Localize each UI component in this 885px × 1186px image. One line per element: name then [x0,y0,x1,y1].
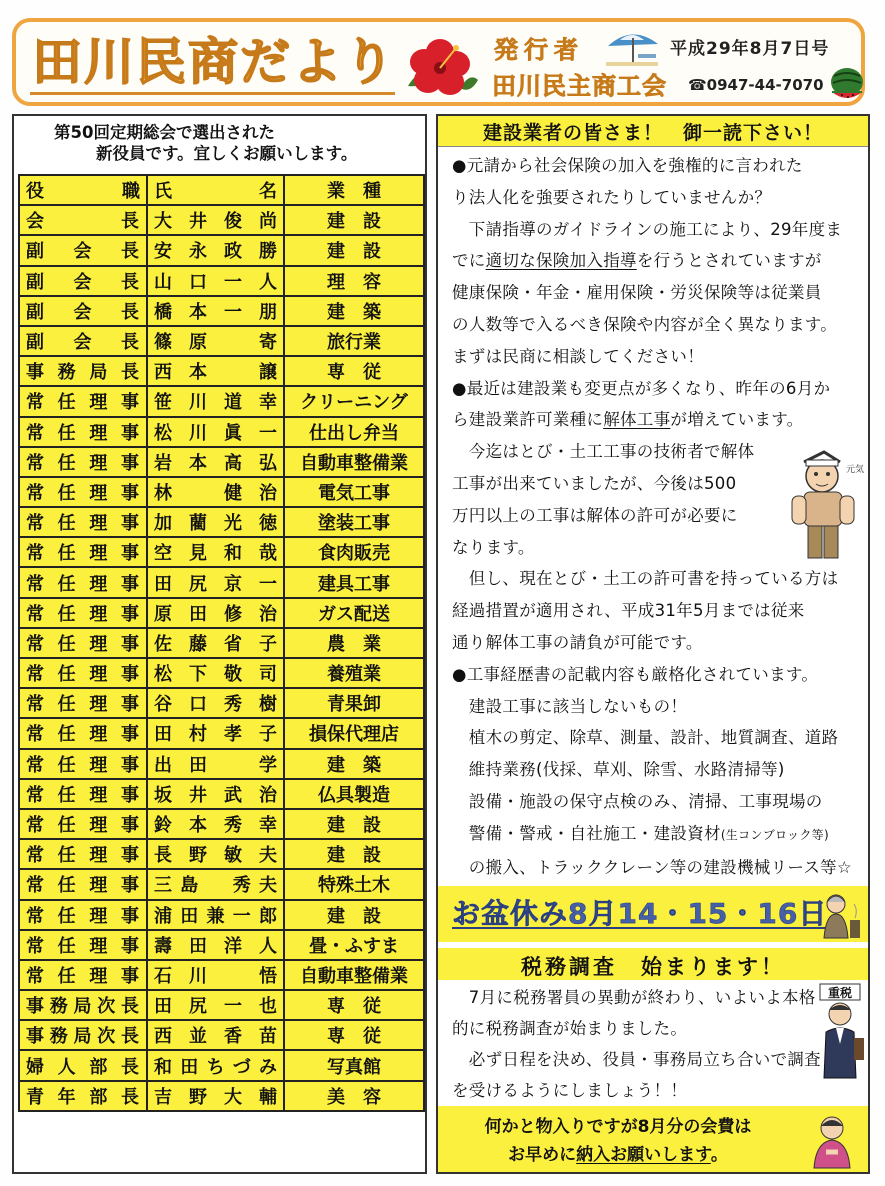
officer-trade: 理 容 [284,266,424,296]
officer-row [19,990,424,1020]
officer-role: 常任理事 [19,960,147,990]
officer-role: 常任理事 [19,447,147,477]
officer-row [19,326,424,356]
officer-role: 常任理事 [19,386,147,416]
officer-trade: 電気工事 [284,477,424,507]
article-line: 維持業務(伐採、草刈、除雪、水路清掃等) [452,760,785,780]
officer-row [19,658,424,688]
article-line: 健康保険・年金・雇用保険・労災保険等は従業員 [452,283,822,303]
officer-row [19,356,424,386]
masthead-banner [12,18,865,106]
officer-row [19,417,424,447]
officer-name: 田村孝子 [147,718,284,748]
tax-audit-heading-bar [438,948,868,980]
officer-trade: 養殖業 [284,658,424,688]
underlined-text: 納入お願いします [576,1145,711,1165]
officer-role: 副会長 [19,235,147,265]
publisher-label: 発行者 [494,36,584,64]
officer-trade: 専 従 [284,1020,424,1050]
officer-row [19,869,424,899]
article-line: 下請指導のガイドラインの施工により、29年度ま [452,219,843,239]
officer-name: 篠原 寄 [147,326,284,356]
officer-trade: 建 設 [284,809,424,839]
underlined-text: 適切な保険加入指導 [485,251,637,271]
officer-row [19,809,424,839]
column-header-name: 氏 名 [147,175,284,205]
officer-role: 常任理事 [19,839,147,869]
officer-row [19,1020,424,1050]
officer-row [19,1050,424,1080]
article-line: 的に税務調査が始まりました。 [452,1019,688,1038]
officer-name: 加藺光徳 [147,507,284,537]
officer-name: 原田修治 [147,598,284,628]
officer-row [19,749,424,779]
officer-trade: 自動車整備業 [284,447,424,477]
officer-name: 和田ちづみ [147,1050,284,1080]
officer-trade: 特殊土木 [284,869,424,899]
officer-trade: 建 築 [284,296,424,326]
newsletter-title: 田川民商だより [32,33,396,91]
officer-name: 空見和哉 [147,537,284,567]
text-run: ら建設業許可業種に [452,410,604,430]
officer-role: 常任理事 [19,900,147,930]
officer-name: 橋本一朋 [147,296,284,326]
officer-trade: 美 容 [284,1081,424,1111]
officer-role: 常任理事 [19,477,147,507]
officer-role: 常任理事 [19,598,147,628]
officer-row [19,537,424,567]
officer-role: 常任理事 [19,567,147,597]
column-header-trade: 業 種 [284,175,424,205]
officer-name: 出田 学 [147,749,284,779]
tax-officer-illustration [814,982,866,1082]
membership-fee-notice [438,1106,868,1172]
officer-name: 大井俊尚 [147,205,284,235]
article-line: 設備・施設の保守点検のみ、清掃、工事現場の [452,791,823,811]
article-line: 万円以上の工事は解体の許可が必要に [452,505,738,525]
article-line: の搬入、トラッククレーン等の建設機械リース等☆ [452,857,853,877]
notices-panel [436,114,870,1174]
officer-trade: 農 業 [284,628,424,658]
elderly-person-icon [814,890,864,940]
article-line: ●元請から社会保険の加入を強権的に言われた [452,156,803,175]
article-line: を受けるようにしましょう！！ [452,1081,688,1100]
column-header-role: 役 職 [19,175,147,205]
officer-row [19,266,424,296]
watermelon-icon [828,66,866,102]
officer-row [19,477,424,507]
underlined-text: 解体工事 [603,410,671,430]
officer-trade: 建 設 [284,205,424,235]
article-line: 今迄はとび・土工工事の技術者で解体 [452,442,755,462]
article-line: ●工事経歴書の記載内容も厳格化されています。 [452,664,819,684]
officer-row [19,900,424,930]
officer-trade: 食肉販売 [284,537,424,567]
article-line [452,404,852,436]
officer-name: 松川眞一 [147,417,284,447]
officer-role: 常任理事 [19,930,147,960]
officer-role: 事務局次長 [19,990,147,1020]
officer-trade: ガス配送 [284,598,424,628]
fee-line-2 [438,1140,798,1165]
tax-audit-heading: 税務調査 始まります！ [521,955,785,979]
officer-trade: 自動車整備業 [284,960,424,990]
officer-row [19,235,424,265]
officer-role: 常任理事 [19,718,147,748]
small-note: (生コンブロック等) [720,827,829,842]
officer-trade: 仏具製造 [284,779,424,809]
article-line [452,818,852,852]
article-line: 建設工事に該当しないもの！ [452,696,688,716]
officer-trade: 青果卸 [284,688,424,718]
officer-name: 浦田兼一郎 [147,900,284,930]
officer-row [19,447,424,477]
officer-row [19,688,424,718]
officer-name: 田尻一也 [147,990,284,1020]
officer-row [19,839,424,869]
obon-holiday-banner [438,886,868,942]
construction-heading: 建設業者の皆さま！ 御一読下さい！ [482,122,823,144]
text-run: を行うとされていますが [636,251,822,271]
phone-number: ☎0947-44-7070 [688,76,824,94]
construction-worker-illustration [784,442,865,562]
officer-row [19,567,424,597]
officer-trade: 損保代理店 [284,718,424,748]
article-line: 植木の剪定、除草、測量、設計、地質調査、道路 [452,728,839,748]
officer-row [19,296,424,326]
officer-role: 常任理事 [19,417,147,447]
officer-trade: 専 従 [284,356,424,386]
officer-role: 常任理事 [19,869,147,899]
officer-role: 事務局長 [19,356,147,386]
article-line: 7月に税務署員の異動が終わり、いよいよ本格 [452,988,816,1007]
publisher-organization: 田川民主商工会 [492,72,667,100]
construction-heading-bar [438,116,868,147]
officer-name: 西本 譲 [147,356,284,386]
officer-trade: 建具工事 [284,567,424,597]
text-run: が増えています。 [670,410,804,430]
officer-name: 田尻京一 [147,567,284,597]
issue-date: 平成29年8月7日号 [670,39,830,59]
article-line [452,245,852,277]
officer-role: 会 長 [19,205,147,235]
fee-line-1: 何かと物入りですが8月分の会費は [484,1117,752,1137]
officer-trade: 専 従 [284,990,424,1020]
officer-role: 事務局次長 [19,1020,147,1050]
officer-name: 山口一人 [147,266,284,296]
officer-role: 常任理事 [19,507,147,537]
intro-line-1: 第50回定期総会で選出された [54,123,275,142]
officer-role: 常任理事 [19,809,147,839]
officer-name: 三島 秀夫 [147,869,284,899]
officer-role: 常任理事 [19,537,147,567]
tax-audit-article [452,982,821,1106]
article-line: 通り解体工事の請負が可能です。 [452,632,703,652]
table-header-row [19,175,424,205]
svg-text:元気: 元気 [846,465,865,475]
officer-row [19,779,424,809]
article-line: 工事が出来ていましたが、今後は500 [452,473,737,493]
officer-name: 笹川道幸 [147,386,284,416]
officer-row [19,930,424,960]
officer-name: 安永政勝 [147,235,284,265]
officer-role: 常任理事 [19,688,147,718]
article-line: 経過措置が適用され、平成31年5月までは従来 [452,601,805,621]
article-line: 但し、現在とび・土工の許可書を持っている方は [452,569,839,589]
officer-row [19,1081,424,1111]
officer-row [19,960,424,990]
title-underline [30,92,395,95]
officers-table [18,174,425,1112]
officer-role: 副会長 [19,326,147,356]
officer-name: 林 健治 [147,477,284,507]
officer-role: 副会長 [19,266,147,296]
officer-name: 吉野大輔 [147,1081,284,1111]
officer-trade: 仕出し弁当 [284,417,424,447]
officers-intro [54,122,424,164]
text-run: でに [452,251,486,271]
officer-name: 谷口秀樹 [147,688,284,718]
officer-trade: 建 設 [284,900,424,930]
officer-role: 常任理事 [19,658,147,688]
article-line: 必ず日程を決め、役員・事務局立ち合いで調査 [452,1050,821,1069]
officer-row [19,628,424,658]
officer-role: 婦人部長 [19,1050,147,1080]
bowing-person-icon [802,1112,864,1170]
officer-row [19,386,424,416]
officer-role: 常任理事 [19,628,147,658]
beach-umbrella-icon [602,28,662,68]
officer-row [19,507,424,537]
officer-name: 松下敬司 [147,658,284,688]
officer-trade: クリーニング [284,386,424,416]
officer-row [19,718,424,748]
officer-name: 長野敏夫 [147,839,284,869]
text-run: お早めに [508,1145,577,1165]
intro-line-2: 新役員です。宜しくお願いします。 [96,144,358,163]
officer-role: 常任理事 [19,779,147,809]
officer-name: 壽田洋人 [147,930,284,960]
article-line: ●最近は建設業も変更点が多くなり、昨年の6月か [452,378,831,398]
officer-role: 常任理事 [19,749,147,779]
article-line: の人数等で入るべき保険や内容が全く異なります。 [452,314,838,334]
officer-name: 佐藤省子 [147,628,284,658]
officer-trade: 写真館 [284,1050,424,1080]
hibiscus-icon [400,36,480,100]
officer-trade: 建 設 [284,235,424,265]
obon-holiday-text: お盆休み8月14・15・16日 [452,897,828,930]
officer-name: 鈴本秀幸 [147,809,284,839]
officer-row [19,205,424,235]
officer-row [19,598,424,628]
officer-trade: 塗装工事 [284,507,424,537]
text-run: 警備・警戒・自社施工・建設資材 [452,823,721,843]
officer-trade: 建 築 [284,749,424,779]
officer-name: 岩本高弘 [147,447,284,477]
tax-badge: 重税 [827,986,853,1000]
new-officers-panel [12,114,427,1174]
article-line: まずは民商に相談してください！ [452,346,704,366]
officer-name: 石川 悟 [147,960,284,990]
article-line: なります。 [452,537,535,557]
officer-trade: 建 設 [284,839,424,869]
text-run: 。 [710,1145,728,1165]
article-line: り法人化を強要されたりしていませんか？ [452,187,772,207]
officer-role: 青年部長 [19,1081,147,1111]
officer-name: 西並香苗 [147,1020,284,1050]
officer-role: 副会長 [19,296,147,326]
officer-trade: 旅行業 [284,326,424,356]
officer-name: 坂井武治 [147,779,284,809]
officer-trade: 畳・ふすま [284,930,424,960]
